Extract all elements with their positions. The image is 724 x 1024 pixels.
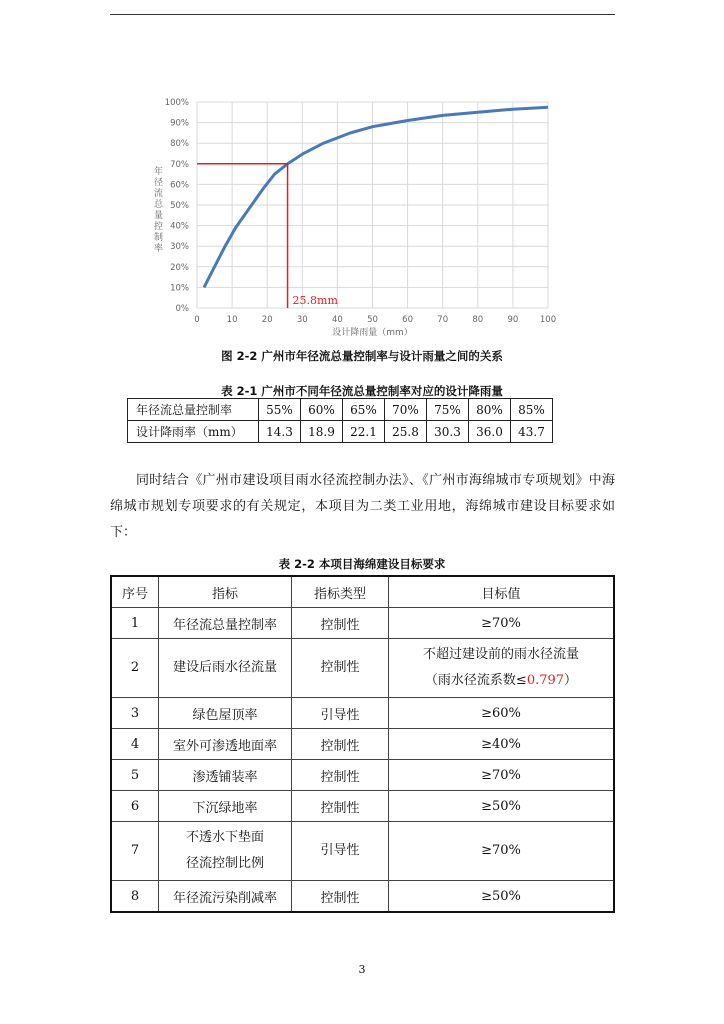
row-target: ≥70% (389, 760, 615, 791)
table-cell: 年径流总量控制率 (128, 399, 259, 421)
table-cell: 60% (301, 399, 343, 421)
table-cell: 设计降雨率（mm） (128, 421, 259, 443)
row-indicator: 下沉绿地率 (159, 791, 292, 822)
col-header-target: 目标值 (389, 576, 615, 608)
y-axis-label: 年径流总量控制率 (154, 167, 164, 254)
table-row (111, 822, 614, 881)
x-tick-label: 20 (261, 315, 273, 325)
row-no: 4 (111, 729, 159, 760)
table-row (111, 760, 614, 791)
body-paragraph: 同时结合《广州市建设项目雨水径流控制办法》、《广州市海绵城市专项规划》中海绵城市规划专项要求的有关规定，本项目为二类工业用地，海绵城市建设目标要求如下： (110, 473, 615, 540)
row-no: 1 (111, 608, 159, 639)
table-cell: 65% (343, 399, 385, 421)
y-tick-label: 30% (170, 242, 189, 253)
x-tick-label: 80 (472, 315, 484, 325)
row-target: ≥50% (389, 791, 615, 822)
table-cell: 55% (259, 399, 301, 421)
x-tick-label: 70 (437, 315, 449, 325)
x-tick-label: 0 (194, 315, 200, 325)
row-type: 控制性 (292, 881, 389, 913)
table-header-row (111, 576, 614, 608)
row-no: 6 (111, 791, 159, 822)
row-no: 3 (111, 698, 159, 729)
y-tick-label: 0% (175, 304, 189, 314)
row-no: 7 (111, 822, 159, 881)
col-header-no: 序号 (111, 576, 159, 608)
y-tick-label: 70% (170, 159, 189, 170)
row-indicator: 建设后雨水径流量 (159, 639, 292, 698)
row-indicator: 渗透铺装率 (159, 760, 292, 791)
table-row (111, 729, 614, 760)
table-row (128, 399, 553, 421)
table-cell: 80% (469, 399, 511, 421)
col-header-type: 指标类型 (292, 576, 389, 608)
table-cell: 14.3 (259, 421, 301, 443)
table-row (111, 791, 614, 822)
row-indicator: 室外可渗透地面率 (159, 729, 292, 760)
row-indicator: 绿色屋顶率 (159, 698, 292, 729)
target-line2-prefix: （雨水径流系数≤ (424, 673, 527, 688)
rainfall-control-chart (140, 90, 580, 340)
row-target: ≥60% (389, 698, 615, 729)
table1-caption: 表 2-1 广州市不同年径流总量控制率对应的设计降雨量 (221, 384, 503, 398)
target-line1: 不超过建设前的雨水径流量 (422, 647, 579, 662)
row-target (389, 639, 615, 698)
row-indicator (159, 822, 292, 881)
table-cell: 43.7 (511, 421, 553, 443)
sponge-city-targets-table (110, 575, 615, 913)
y-tick-label: 10% (170, 283, 189, 294)
x-tick-label: 90 (507, 315, 519, 325)
x-tick-label: 10 (226, 315, 238, 325)
table-cell: 36.0 (469, 421, 511, 443)
table-cell: 75% (427, 399, 469, 421)
col-header-indicator: 指标 (159, 576, 292, 608)
indicator-line1: 不透水下垫面 (185, 830, 264, 845)
row-type: 引导性 (292, 822, 389, 881)
table-cell: 30.3 (427, 421, 469, 443)
x-tick-label: 50 (367, 315, 378, 325)
row-type: 控制性 (292, 729, 389, 760)
row-no: 2 (111, 639, 159, 698)
control-rate-curve (204, 107, 548, 287)
table-cell: 18.9 (301, 421, 343, 443)
target-line2-suffix: ） (564, 673, 578, 688)
figure-caption: 图 2-2 广州市年径流总量控制率与设计雨量之间的关系 (221, 349, 503, 363)
y-tick-label: 60% (170, 180, 189, 191)
row-indicator: 年径流污染削减率 (159, 881, 292, 913)
x-tick-label: 60 (402, 315, 414, 325)
y-tick-label: 100% (164, 98, 189, 108)
x-tick-label: 100 (539, 315, 557, 325)
row-target: ≥40% (389, 729, 615, 760)
row-type: 控制性 (292, 791, 389, 822)
table-row (111, 698, 614, 729)
table-row (111, 639, 614, 698)
y-tick-label: 80% (170, 139, 189, 150)
x-tick-label: 40 (331, 315, 343, 325)
runoff-coefficient-value: 0.797 (526, 673, 565, 688)
row-type: 控制性 (292, 760, 389, 791)
row-target: ≥70% (389, 608, 615, 639)
row-target: ≥50% (389, 881, 615, 913)
table-row (128, 421, 553, 443)
y-tick-label: 40% (170, 221, 189, 232)
header-rule (110, 14, 615, 15)
row-no: 5 (111, 760, 159, 791)
y-tick-label: 20% (170, 262, 189, 273)
y-tick-label: 50% (170, 201, 189, 211)
table-row (111, 881, 614, 913)
page-number: 3 (358, 963, 366, 976)
table2-caption: 表 2-2 本项目海绵建设目标要求 (278, 557, 446, 571)
table-cell: 25.8 (385, 421, 427, 443)
y-tick-label: 90% (170, 118, 189, 129)
x-axis-label: 设计降雨量（mm） (332, 328, 413, 338)
row-target: ≥70% (389, 822, 615, 881)
row-type: 控制性 (292, 608, 389, 639)
row-indicator: 年径流总量控制率 (159, 608, 292, 639)
indicator-line2: 径流控制比例 (185, 856, 264, 871)
row-no: 8 (111, 881, 159, 913)
row-type: 引导性 (292, 698, 389, 729)
row-type: 控制性 (292, 639, 389, 698)
table-cell: 85% (511, 399, 553, 421)
table-cell: 22.1 (343, 421, 385, 443)
design-rainfall-table (127, 398, 553, 443)
table-cell: 70% (385, 399, 427, 421)
annotation-label: 25.8mm (292, 294, 338, 307)
x-tick-label: 30 (296, 315, 308, 325)
table-row (111, 608, 614, 639)
